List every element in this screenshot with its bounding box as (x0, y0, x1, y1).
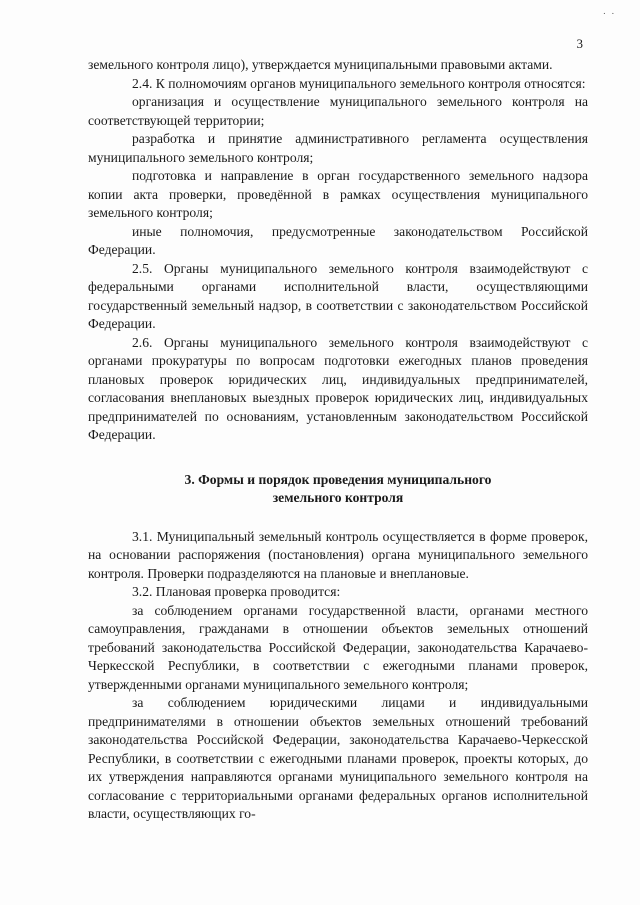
paragraph-2-5: 2.5. Органы муниципального земельного контроля взаимодействуют с федеральными органами исполнительной власти, осуществляющими государственный земельный надзор, в соответствии с законодательством Российской Федерации. (88, 260, 588, 331)
section-3-title-line-2: земельного контроля (272, 490, 404, 505)
paragraph-2-4-item-4: иные полномочия, предусмотренные законодательством Российской Федерации. (88, 223, 588, 257)
paragraph-2-6: 2.6. Органы муниципального земельного контроля взаимодействуют с органами прокуратуры по вопросам подготовки ежегодных планов проведения плановых проверок юридических лиц, индивидуальных предпринимателей, согласования внеплановых выездных проверок юридических лиц, индивидуальных предпринимателей по основаниям, установленным законодательством Российской Федерации. (88, 334, 588, 442)
paragraph-continuation: земельного контроля лицо), утверждается муниципальными правовыми актами. (88, 57, 553, 72)
section-3-title-line-1: 3. Формы и порядок проведения муниципального (184, 471, 492, 487)
paragraph-2-4-item-2: разработка и принятие административного регламента осуществления муниципального земельного контроля; (88, 131, 588, 165)
paragraph-2-4-item-3: подготовка и направление в орган государственного земельного надзора копии акта проверки, проведённой в рамках осуществления муниципального земельного контроля; (88, 168, 588, 220)
scan-marks: . . (603, 6, 616, 16)
paragraph-2-4-item-1: организация и осуществление муниципального земельного контроля на соответствующей территории; (88, 94, 588, 128)
page-number: 3 (576, 36, 583, 51)
document-body (88, 56, 588, 824)
section-3-title (88, 471, 588, 508)
paragraph-3-2-item-2: за соблюдением юридическими лицами и индивидуальными предпринимателями в отношении объектов земельных отношений требований законодательства Российской Федерации, законодательства Карачаево-Черкесской Республики, в соответствии с ежегодными планами проверок, проекты которых, до их утверждения направляются органами муниципального земельного контроля на согласование с территориальными органами федеральных органов исполнительной власти, осуществляющих го- (88, 695, 588, 821)
paragraph-2-4-intro: 2.4. К полномочиям органов муниципального земельного контроля относятся: (132, 75, 586, 91)
paragraph-3-1: 3.1. Муниципальный земельный контроль осуществляется в форме проверок, на основании распоряжения (постановления) органа муниципального земельного контроля. Проверки подразделяются на плановые и внеплановые. (88, 528, 588, 581)
paragraph-3-2-intro: 3.2. Плановая проверка проводится: (132, 584, 341, 599)
paragraph-3-2-item-1: за соблюдением органами государственной власти, органами местного самоуправления, гражданами в отношении объектов земельных отношений требований законодательства Российской Федерации, законодательства Карачаево-Черкесской Республики, в соответствии с ежегодными планами проверок, утвержденными органами муниципального земельного контроля; (88, 602, 588, 692)
